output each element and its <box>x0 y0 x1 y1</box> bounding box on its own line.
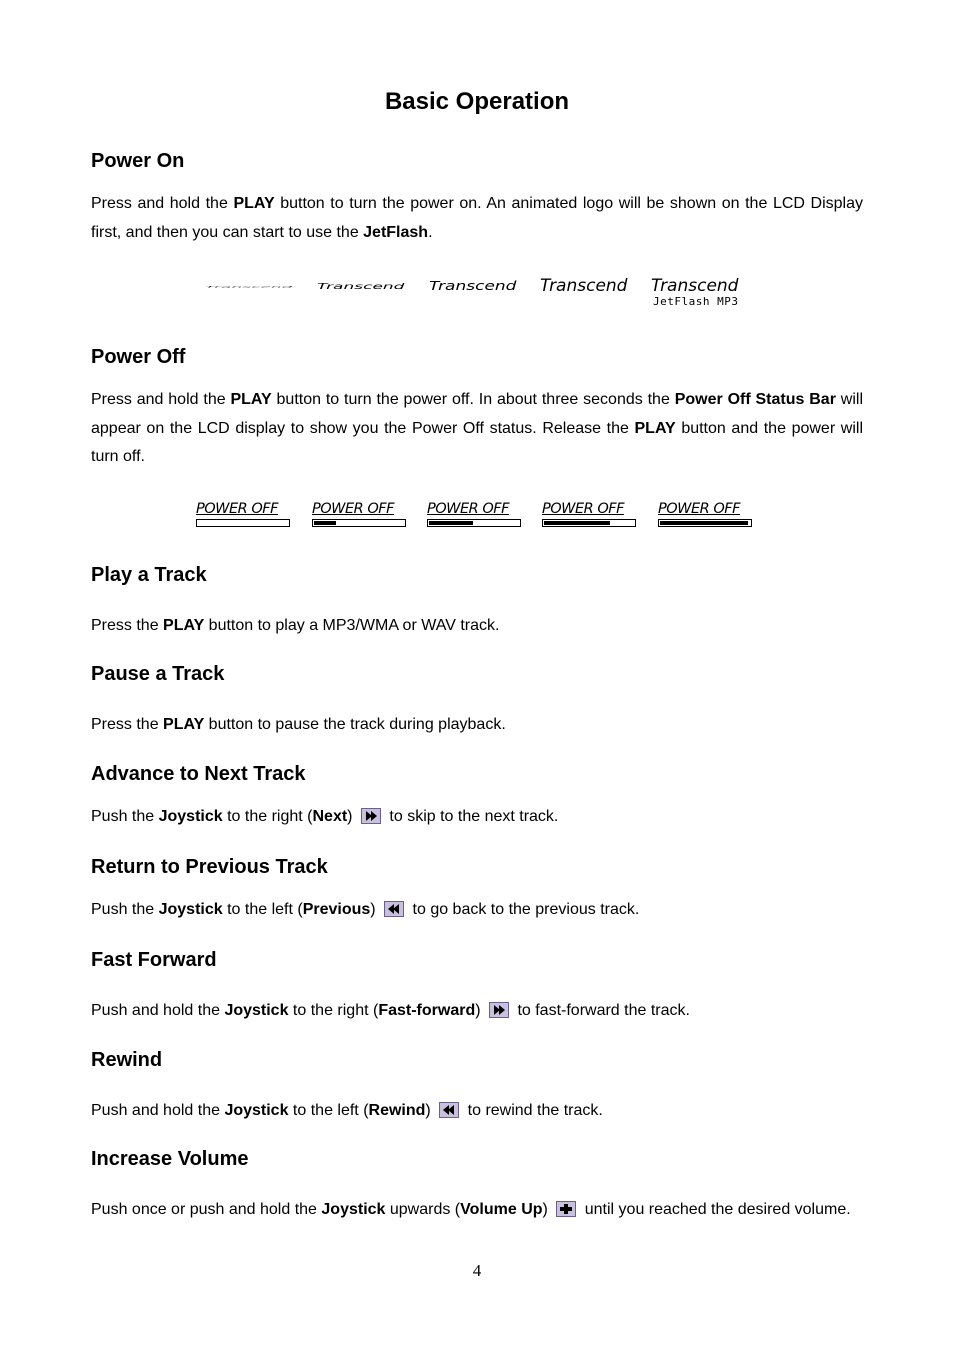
plus-icon <box>556 1201 576 1217</box>
previous-track-icon <box>384 901 404 917</box>
power-off-bar-fill <box>660 521 748 525</box>
para-pause-track: Press the PLAY button to pause the track during playback. <box>91 716 506 733</box>
power-off-label: POWER OFF <box>427 501 509 517</box>
heading-increase-volume: Increase Volume <box>91 1148 249 1170</box>
heading-power-on: Power On <box>91 150 185 172</box>
power-off-label: POWER OFF <box>312 501 394 517</box>
power-off-frame <box>427 500 527 527</box>
fast-forward-icon <box>489 1002 509 1018</box>
power-off-status-bar <box>312 519 406 527</box>
para-play-track: Press the PLAY button to play a MP3/WMA or WAV track. <box>91 617 500 634</box>
heading-play-track: Play a Track <box>91 564 207 586</box>
power-off-status-bar <box>196 519 290 527</box>
power-off-bar-fill <box>544 521 610 525</box>
next-track-icon <box>361 808 381 824</box>
power-off-frame <box>312 500 412 527</box>
power-off-bar-fill <box>314 521 336 525</box>
para-previous-track: Push the Joystick to the left (Previous) to go back to the previous track. <box>91 901 640 918</box>
heading-fast-forward: Fast Forward <box>91 949 217 971</box>
rewind-icon <box>439 1102 459 1118</box>
power-off-label: POWER OFF <box>658 501 740 517</box>
para-power-off: Press and hold the PLAY button to turn the power off. In about three seconds the Power Off Status Bar will appear on the LCD display to show you the Power Off status. Release the PLAY button and the power will turn off. <box>91 391 864 465</box>
logo-animation <box>205 276 755 316</box>
power-off-frame <box>658 500 758 527</box>
para-increase-volume: Push once or push and hold the Joystick upwards (Volume Up) until you reached the desired volume. <box>91 1201 851 1218</box>
logo-frame-3: Transcend <box>429 279 517 294</box>
heading-next-track: Advance to Next Track <box>91 763 306 785</box>
power-off-frame <box>542 500 642 527</box>
heading-pause-track: Pause a Track <box>91 663 225 685</box>
logo-frame-2: Transcend <box>317 282 405 292</box>
para-next-track: Push the Joystick to the right (Next) to skip to the next track. <box>91 808 559 825</box>
heading-power-off: Power Off <box>91 346 186 368</box>
heading-previous-track: Return to Previous Track <box>91 856 328 878</box>
para-power-on: Press and hold the PLAY button to turn the power on. An animated logo will be shown on the LCD Display first, and then you can start to use the JetFlash. <box>91 195 863 241</box>
power-off-bar-fill <box>429 521 473 525</box>
power-off-label: POWER OFF <box>196 501 278 517</box>
power-off-status-bar <box>658 519 752 527</box>
power-off-status-bar <box>542 519 636 527</box>
logo-frame-4: Transcend <box>540 276 628 296</box>
power-off-frame <box>196 500 296 527</box>
heading-rewind: Rewind <box>91 1049 163 1071</box>
power-off-status-bar <box>427 519 521 527</box>
power-off-animation <box>196 500 761 530</box>
power-off-label: POWER OFF <box>542 501 624 517</box>
page-number: 4 <box>472 1261 482 1280</box>
para-fast-forward: Push and hold the Joystick to the right (Fast-forward) to fast-forward the track. <box>91 1002 690 1019</box>
logo-frame-5 <box>651 276 738 307</box>
para-rewind: Push and hold the Joystick to the left (Rewind) to rewind the track. <box>91 1102 603 1119</box>
logo-frame-1: Transcend <box>205 285 293 289</box>
logo-frame-5-text: Transcend <box>651 276 739 296</box>
logo-subtitle: JetFlash MP3 <box>653 295 739 308</box>
page-title: Basic Operation <box>384 88 570 115</box>
